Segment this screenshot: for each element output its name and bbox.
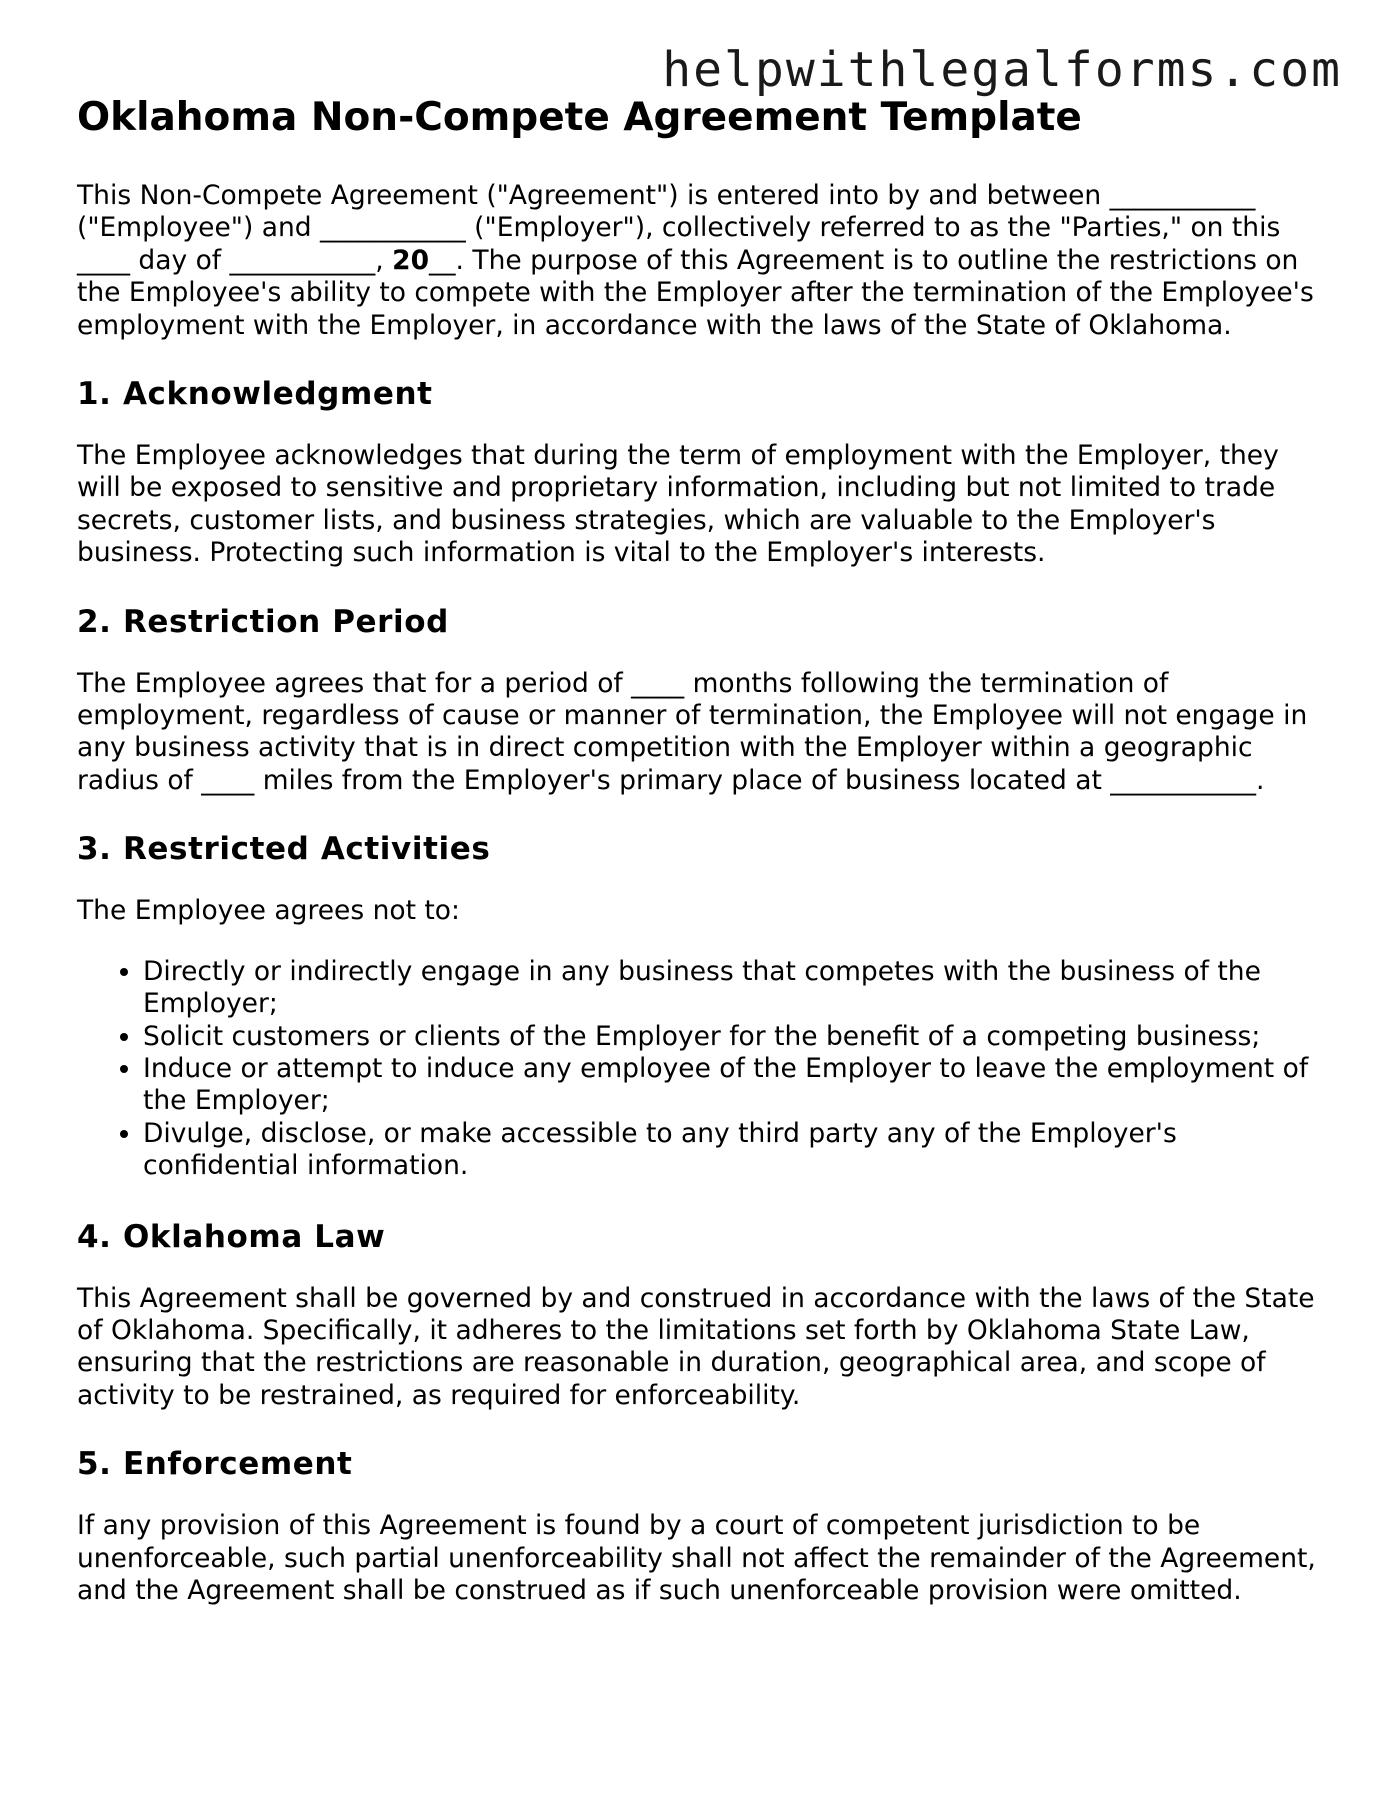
section-text-oklahoma-law: This Agreement shall be governed by and construed in accordance with the laws of the State of Oklahoma. Specifically, it adheres to the limitations set forth by Oklahoma State Law, ensuring that the restrictions are reasonable in duration, geographical area, and scope of activity to be restrained, as required for enforceability. bbox=[77, 1282, 1315, 1411]
intro-text-part1: This Non-Compete Agreement ("Agreement") is entered into by and between ___________ ("Employee") and ___________ ("Employer"), collectively referred to as the "Parties," on this ____ day of ___________, bbox=[77, 180, 1281, 276]
section-heading-oklahoma-law: 4. Oklahoma Law bbox=[77, 1218, 386, 1255]
list-item: • Divulge, disclose, or make accessible to any third party any of the Employer's confidential information. bbox=[143, 1118, 1327, 1183]
document-title: Oklahoma Non-Compete Agreement Template bbox=[77, 95, 1082, 140]
section-heading-enforcement: 5. Enforcement bbox=[77, 1446, 353, 1483]
document-page bbox=[77, 92, 1327, 1639]
list-item: • Induce or attempt to induce any employee of the Employer to leave the employment of the Employer; bbox=[143, 1053, 1327, 1118]
section-heading-restriction-period: 2. Restriction Period bbox=[77, 603, 449, 640]
section-text-enforcement: If any provision of this Agreement is found by a court of competent jurisdiction to be unenforceable, such partial unenforceability shall not affect the remainder of the Agreement, and the Agreement shall be construed as if such unenforceable provision were omitted. bbox=[77, 1510, 1316, 1606]
section-text-acknowledgment: The Employee acknowledges that during the term of employment with the Employer, they will be exposed to sensitive and proprietary information, including but not limited to trade secrets, customer lists, and business strategies, which are valuable to the Employer's business. Protecting such information is vital to the Employer's interests. bbox=[77, 440, 1279, 569]
section-text-restriction-period: The Employee agrees that for a period of ____ months following the termination of employment, regardless of cause or manner of termination, the Employee will not engage in any business activity that is in direct competition with the Employer within a geographic radius of ____ miles from the Employer's primary place of business located at ___________. bbox=[77, 667, 1308, 796]
section-heading-restricted-activities: 3. Restricted Activities bbox=[77, 831, 491, 868]
section-text-restricted-activities: The Employee agrees not to: bbox=[77, 895, 460, 927]
section-heading-acknowledgment: 1. Acknowledgment bbox=[77, 376, 433, 413]
restricted-activities-list bbox=[77, 956, 1327, 1183]
list-item: • Directly or indirectly engage in any business that competes with the business of the Employer; bbox=[143, 956, 1327, 1021]
intro-year: 20 bbox=[392, 244, 430, 276]
list-item: • Solicit customers or clients of the Employer for the benefit of a competing business; bbox=[143, 1021, 1327, 1053]
watermark: helpwithlegalforms.com bbox=[662, 42, 1342, 98]
intro-text-part2: __. The purpose of this Agreement is to outline the restrictions on the Employee's ability to compete with the Employer after the termination of the Employee's employment with the Employer, in accordance with the laws of the State of Oklahoma. bbox=[77, 244, 1314, 341]
intro-paragraph bbox=[77, 180, 1327, 342]
